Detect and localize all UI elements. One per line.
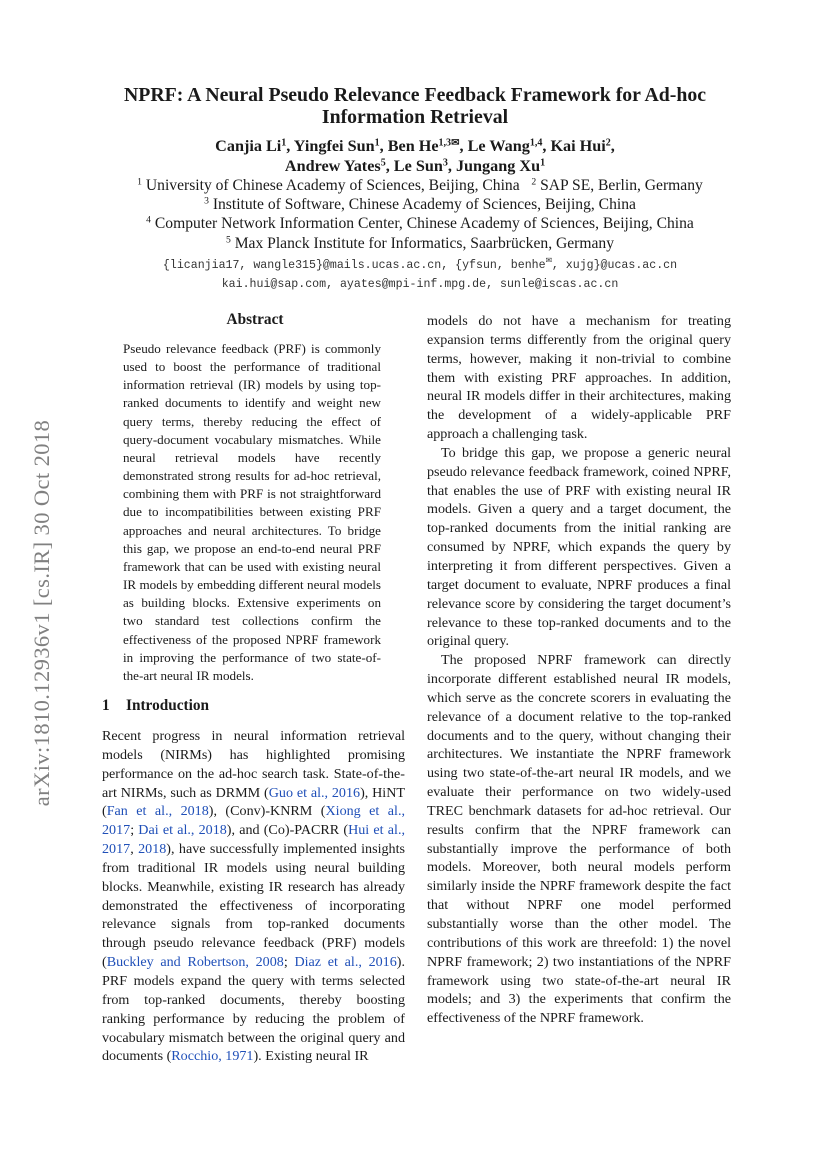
body-text: ). PRF models expand the query with terms selected from top-ranked documents, thereby boosting ranking performance by reducing the problem of vocabulary mismatch between the original query and documents ( [102, 954, 405, 1065]
citation-link[interactable]: Dai et al., 2018 [138, 822, 227, 839]
author-line-1: Canjia Li$^1$, Yingfei Sun$^1$, Ben $He^{1,3✉}$, Le Wang$^{1,4}$, Kai Hui$^2$, [215, 137, 615, 155]
body-text: ; [283, 954, 295, 971]
body-text: , [130, 841, 139, 858]
author-sup: 5 [380, 157, 386, 169]
affiliation-list [70, 176, 770, 253]
section-heading [102, 697, 209, 715]
author-name: Jungang Xu [455, 157, 541, 175]
abstract-heading: Abstract [226, 311, 284, 328]
arxiv-identifier: arXiv:1810.12936v1 [cs.IR] 30 Oct 2018 [29, 419, 54, 807]
affiliation-sup: 3 [204, 195, 209, 207]
body-text: ), have successfully implemented insights from traditional IR models using neural building blocks. Meanwhile, existing IR research has already demonstrated the effectiveness of incorporating relevance signals from top-ranked documents through pseudo relevance feedback (PRF) models ( [102, 841, 405, 971]
citation-link[interactable]: Guo et al., 2016 [268, 784, 361, 801]
affiliation-line-3 [70, 214, 770, 233]
citation-link[interactable]: Fan et al., 2018 [106, 803, 209, 820]
title-line-2: Information Retrieval [321, 106, 509, 128]
affiliation-text: University of Chinese Academy of Sciences, Beijing, China [145, 177, 520, 194]
author-sup: 1,3✉ [438, 137, 460, 149]
envelope-icon: ✉ [545, 254, 552, 267]
citation-link[interactable]: Buckley and Robertson, 2008 [106, 954, 284, 971]
author-name: Kai Hui [550, 137, 606, 155]
author-name: Le Sun [393, 157, 443, 175]
citation-link[interactable]: Xiong et al., 2017 [102, 803, 405, 839]
paper-title [90, 84, 740, 128]
affiliation-text: Computer Network Information Center, Chinese Academy of Sciences, Beijing, China [154, 215, 694, 233]
affiliation-text: Institute of Software, Chinese Academy of Sciences, Beijing, China [212, 196, 636, 214]
section-number: 1 [102, 697, 110, 714]
author-name: Andrew Yates [284, 157, 381, 175]
author-sup: 1 [374, 137, 380, 149]
intro-paragraph-2: To bridge this gap, we propose a generic neural pseudo relevance feedback framework, coined NPRF, that enables the use of PRF with existing neural IR models. Given a query and a target document, the top-ranked documents from the initial ranking are consumed by NPRF, which expands the query by interpreting it from different perspectives. Given a target document to evaluate, NPRF produces a final relevance score by considering the target document’s relevance to these top-ranked documents and to the original query. [427, 444, 731, 650]
author-sup: 2 [605, 137, 611, 149]
citation-link[interactable]: Diaz et al., 2016 [294, 954, 397, 971]
author-name: Yingfei Sun [293, 137, 375, 155]
affiliation-sup: 2 [531, 176, 537, 188]
intro-paragraph-1-part-2 [427, 312, 731, 444]
email-line-1 [70, 256, 770, 275]
affiliation-text: Max Planck Institute for Informatics, Saarbrücken, Germany [234, 234, 615, 252]
body-text: ), and (Co)-PACRR ( [226, 822, 349, 839]
author-line-2: Andrew Yates$^5$, Le Sun$^3$, Jungang Xu$^1$ [284, 157, 546, 175]
author-sup: 1 [281, 137, 287, 149]
email-line-2: kai.hui@sap.com, ayates@mpi-inf.mpg.de, sunle@iscas.ac.cn [221, 278, 619, 291]
email-list [70, 256, 770, 294]
intro-paragraph-1-part-1 [102, 727, 405, 1066]
arxiv-sidebar [20, 378, 64, 848]
body-text: ), (Conv)-KNRM ( [208, 803, 326, 820]
body-text: ; [130, 822, 139, 839]
body-text: ). Existing neural IR [253, 1048, 369, 1065]
author-name: Canjia Li [215, 137, 282, 155]
intro-left-column [102, 727, 405, 1066]
affiliation-line-1 [70, 176, 770, 195]
email-text: , xujg}@ucas.ac.cn [551, 259, 678, 272]
intro-right-column [427, 312, 731, 1028]
citation-link[interactable]: Rocchio, 1971 [171, 1048, 254, 1065]
abstract-body: Pseudo relevance feedback (PRF) is commonly used to boost the performance of traditional information retrieval (IR) models by using top-ranked documents to identify and weight new query terms, thereby reducing the effect of query-document vocabulary mismatches. While neural retrieval models have recently demonstrated strong results for ad-hoc retrieval, combining them with PRF is not straightforward due to incompatibilities between existing PRF approaches and neural architectures. To bridge this gap, we propose an end-to-end neural PRF framework that can be used with existing neural IR models by embedding different neural models as building blocks. Extensive experiments on two standard test collections confirm the effectiveness of the proposed NPRF framework in improving the performance of two state-of-the-art neural IR models. [123, 341, 381, 683]
body-text: models do not have a mechanism for treating expansion terms differently from the original query terms, however, making it non-trivial to combine them with existing PRF approaches. In addition, neural IR models differ in their architectures, making the development of a widely-applicable PRF approach a challenging task. [427, 313, 731, 443]
affiliation-line-4 [70, 234, 770, 253]
title-line-1: NPRF: A Neural Pseudo Relevance Feedback Framework for Ad-hoc [124, 84, 706, 106]
affiliation-sup: 5 [225, 234, 231, 246]
author-list [90, 136, 740, 176]
author-sup: 3 [442, 157, 448, 169]
citation-link[interactable]: Hui et al., 2017 [102, 822, 405, 858]
citation-link[interactable]: 2018 [138, 841, 167, 858]
affiliation-sup: 4 [146, 215, 151, 227]
author-name: Ben He [387, 137, 439, 155]
section-title: Introduction [126, 697, 210, 714]
intro-paragraph-3: The proposed NPRF framework can directly incorporate different established neural IR models, which serve as the concrete scorers in evaluating the relevance of a document relative to the top-ranked documents and to the query, without changing their architectures. We instantiate the NPRF framework using two state-of-the-art neural IR models, and we evaluate their performance on two widely-used TREC benchmark datasets for ad-hoc retrieval. Our results confirm that the NPRF framework can substantially improve the performance of both models. Moreover, both neural models perform similarly inside the NPRF framework despite the fact that without NPRF one model performed substantially worse than the other model. The contributions of this work are threefold: 1) the novel NPRF framework; 2) two instantiations of the NPRF framework using two state-of-the-art neural IR models; and 3) the experiments that confirm the effectiveness of the NPRF framework. [427, 652, 731, 1027]
affiliation-line-2 [70, 195, 770, 214]
affiliation-sup: 1 [137, 176, 142, 188]
affiliation-text: SAP SE, Berlin, Germany [540, 177, 703, 194]
author-sup: 1,4 [529, 137, 543, 149]
body-text: ), HiNT ( [102, 784, 406, 820]
email-text: {licanjia17, wangle315}@mails.ucas.ac.cn, {yfsun, benhe [162, 259, 546, 272]
body-text: Recent progress in neural information retrieval models (NIRMs) has highlighted promising performance on the ad-hoc search task. State-of-the-art NIRMs, such as DRMM ( [102, 728, 405, 801]
author-sup: 1 [540, 157, 546, 169]
author-name: Le Wang [467, 137, 530, 155]
